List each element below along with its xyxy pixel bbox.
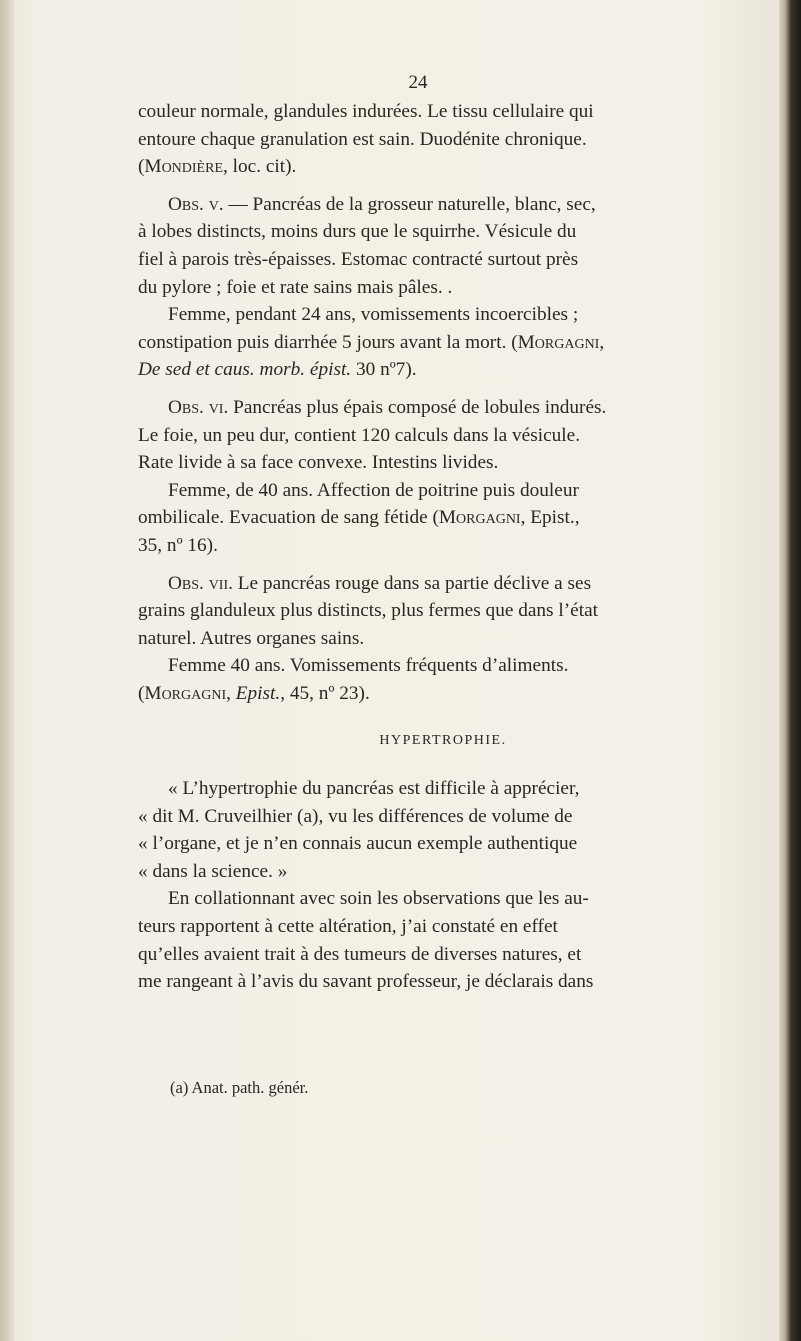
text-line: du pylore ; foie et rate sains mais pâles. .: [138, 276, 453, 298]
quote-line: « dit M. Cruveilhier (a), vu les différences de volume de: [138, 805, 573, 827]
text-line: 35, nº 16).: [138, 534, 218, 556]
text-line: ombilicale. Evacuation de sang fétide (Morgagni, Epist.,: [138, 507, 580, 529]
observation-label: Obs. v.: [168, 193, 224, 215]
footnote: (a) Anat. path. génér.: [170, 1078, 309, 1097]
text-line: qu’elles avaient trait à des tumeurs de diverses natures, et: [138, 943, 582, 965]
quote-line: « dans la science. »: [138, 860, 288, 882]
text-line: fiel à parois très-épaisses. Estomac contracté surtout près: [138, 248, 579, 270]
text-line: teurs rapportent à cette altération, j’ai constaté en effet: [138, 916, 558, 938]
section-heading: HYPERTROPHIE.: [379, 733, 507, 749]
text-line: à lobes distincts, moins durs que le squirrhe. Vésicule du: [138, 221, 577, 243]
quote-line: « l’organe, et je n’en connais aucun exemple authentique: [138, 833, 578, 855]
observation-label: Obs. vii.: [168, 572, 233, 594]
observation-7: Obs. vii. Le pancréas rouge dans sa partie déclive a ses: [168, 572, 592, 594]
quote-line: « L’hypertrophie du pancréas est difficile à apprécier,: [168, 778, 580, 800]
book-binding-edge: [779, 0, 801, 1341]
text-line: De sed et caus. morb. épist. 30 nº7).: [138, 359, 417, 381]
text-line: naturel. Autres organes sains.: [138, 627, 365, 649]
text-line: grains glanduleux plus distincts, plus fermes que dans l’état: [138, 600, 598, 622]
text-line: (Morgagni, Epist., 45, nº 23).: [138, 682, 370, 704]
text-line: Femme, pendant 24 ans, vomissements incoercibles ;: [168, 304, 579, 326]
observation-6: Obs. vi. Pancréas plus épais composé de lobules indurés.: [168, 396, 607, 418]
text-line: Rate livide à sa face convexe. Intestins livides.: [138, 452, 499, 474]
observation-label: Obs. vi.: [168, 396, 229, 418]
text-line: me rangeant à l’avis du savant professeur, je déclarais dans: [138, 971, 594, 993]
page-number: 24: [408, 72, 428, 93]
text-line: Le foie, un peu dur, contient 120 calculs dans la vésicule.: [138, 424, 581, 446]
text-line: couleur normale, glandules indurées. Le tissu cellulaire qui: [138, 101, 594, 122]
text-line: En collationnant avec soin les observations que les au-: [168, 888, 589, 910]
text-line: entoure chaque granulation est sain. Duodénite chronique.: [138, 128, 587, 150]
text-line: Femme, de 40 ans. Affection de poitrine puis douleur: [168, 479, 579, 501]
text-line: (Mondière, loc. cit).: [138, 156, 297, 178]
body-text: [138, 98, 708, 996]
text-line: constipation puis diarrhée 5 jours avant la mort. (Morgagni,: [138, 331, 605, 353]
text-line: Femme 40 ans. Vomissements fréquents d’aliments.: [168, 655, 569, 677]
observation-5: Obs. v. — Pancréas de la grosseur naturelle, blanc, sec,: [168, 193, 596, 215]
page-left-edge: [0, 0, 14, 1341]
